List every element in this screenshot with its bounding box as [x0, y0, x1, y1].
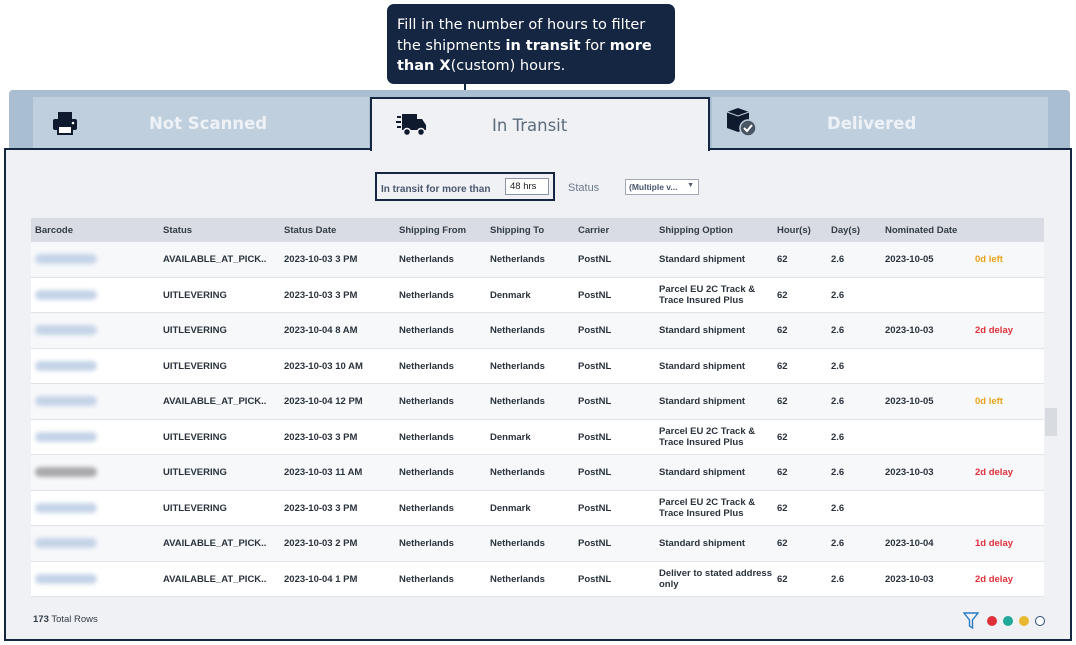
tab-label: In Transit: [492, 116, 568, 135]
cell-option: Deliver to stated address only: [659, 567, 772, 590]
cell-note: 0d left: [975, 254, 1003, 265]
cell-date: 2023-10-03 3 PM: [284, 431, 358, 443]
cell-note: 2d delay: [975, 573, 1014, 585]
cell-to: Denmark: [490, 431, 531, 443]
cell-days: 2.6: [831, 573, 845, 585]
cell-to: Denmark: [490, 289, 531, 301]
cell-days: 2.6: [831, 502, 845, 514]
cell-note: 0d left: [975, 396, 1003, 407]
cell-hours: 62: [777, 467, 788, 478]
table-row[interactable]: [31, 384, 1044, 420]
cell-note: 2d delay: [975, 325, 1014, 336]
cell-to: Netherlands: [490, 396, 545, 407]
barcode-redacted: [35, 574, 97, 584]
cell-days: 2.6: [831, 289, 845, 301]
cell-note: 1d delay: [975, 538, 1014, 549]
cell-from: Netherlands: [399, 467, 454, 478]
cell-option: Standard shipment: [659, 538, 746, 549]
cell-status: UITLEVERING: [163, 431, 227, 443]
cell-hours: 62: [777, 573, 788, 585]
cell-from: Netherlands: [399, 289, 454, 301]
cell-days: 2.6: [831, 360, 845, 372]
cell-from: Netherlands: [399, 502, 454, 514]
cell-days: 2.6: [831, 254, 845, 265]
tooltip-bold-text: in transit: [505, 37, 581, 54]
cell-hours: 62: [777, 289, 788, 301]
legend-dot-yellow[interactable]: [1019, 616, 1029, 626]
cell-carrier: PostNL: [578, 538, 612, 549]
cell-date: 2023-10-03 3 PM: [284, 289, 358, 301]
tab-not-scanned[interactable]: [33, 97, 369, 149]
cell-nominated: 2023-10-03: [885, 467, 934, 478]
cell-nominated: 2023-10-05: [885, 254, 934, 265]
table-row[interactable]: [31, 526, 1044, 562]
barcode-redacted: [35, 396, 97, 406]
cell-nominated: 2023-10-05: [885, 396, 934, 407]
cell-to: Netherlands: [490, 360, 545, 372]
cell-carrier: PostNL: [578, 325, 612, 336]
cell-hours: 62: [777, 396, 788, 407]
help-tooltip: [387, 4, 675, 84]
cell-from: Netherlands: [399, 538, 454, 549]
cell-hours: 62: [777, 360, 788, 372]
cell-to: Netherlands: [490, 467, 545, 478]
cell-option: Standard shipment: [659, 254, 746, 265]
cell-carrier: PostNL: [578, 254, 612, 265]
cell-date: 2023-10-04 1 PM: [284, 573, 358, 585]
cell-option: Standard shipment: [659, 396, 746, 407]
total-rows-label: Total Rows: [51, 614, 98, 625]
column-header[interactable]: Barcode: [35, 225, 74, 236]
table-row[interactable]: [31, 313, 1044, 349]
tab-in-transit[interactable]: [370, 97, 710, 151]
cell-date: 2023-10-03 10 AM: [284, 360, 363, 372]
cell-status: UITLEVERING: [163, 360, 227, 372]
table-body: [31, 242, 1044, 597]
cell-status: AVAILABLE_AT_PICK..: [163, 538, 267, 549]
cell-carrier: PostNL: [578, 467, 612, 478]
cell-days: 2.6: [831, 431, 845, 443]
cell-carrier: PostNL: [578, 396, 612, 407]
cell-hours: 62: [777, 254, 788, 265]
cell-to: Netherlands: [490, 254, 545, 265]
table-header: [31, 218, 1044, 242]
cell-carrier: PostNL: [578, 289, 612, 301]
cell-nominated: 2023-10-04: [885, 538, 934, 549]
chevron-down-icon: ▼: [687, 182, 694, 189]
cell-days: 2.6: [831, 538, 845, 549]
cell-date: 2023-10-04 12 PM: [284, 396, 363, 407]
cell-to: Netherlands: [490, 573, 545, 585]
cell-days: 2.6: [831, 325, 845, 336]
total-rows-count: 173: [33, 614, 49, 625]
table-row[interactable]: [31, 455, 1044, 491]
cell-days: 2.6: [831, 467, 845, 478]
table-row[interactable]: [31, 278, 1044, 314]
cell-carrier: PostNL: [578, 573, 612, 585]
cell-hours: 62: [777, 502, 788, 514]
cell-status: UITLEVERING: [163, 467, 227, 478]
legend-dot-empty[interactable]: [1035, 616, 1045, 626]
barcode-redacted: [35, 467, 97, 477]
cell-to: Denmark: [490, 502, 531, 514]
status-filter-value: (Multiple v...: [629, 182, 678, 192]
status-filter-label: Status: [568, 182, 600, 194]
barcode-redacted: [35, 538, 97, 548]
cell-days: 2.6: [831, 396, 845, 407]
column-header[interactable]: Shipping To: [490, 225, 545, 236]
barcode-redacted: [35, 254, 97, 264]
cell-carrier: PostNL: [578, 431, 612, 443]
cell-status: UITLEVERING: [163, 289, 227, 301]
cell-option: Parcel EU 2C Track & Trace Insured Plus: [659, 425, 756, 448]
tooltip-bold-text: more than X: [397, 37, 652, 74]
cell-status: UITLEVERING: [163, 502, 227, 514]
cell-from: Netherlands: [399, 431, 454, 443]
cell-carrier: PostNL: [578, 360, 612, 372]
table-row[interactable]: [31, 420, 1044, 456]
cell-hours: 62: [777, 431, 788, 443]
column-header[interactable]: Status: [163, 225, 193, 236]
tooltip-text: Fill in the number of hours to filter the shipments: [397, 17, 646, 54]
table-row[interactable]: [31, 562, 1044, 598]
barcode-redacted: [35, 325, 97, 335]
cell-status: AVAILABLE_AT_PICK..: [163, 573, 267, 585]
tab-label: Delivered: [827, 114, 917, 133]
printer-icon: [51, 109, 79, 142]
cell-nominated: 2023-10-03: [885, 573, 934, 585]
cell-from: Netherlands: [399, 254, 454, 265]
cell-date: 2023-10-03 11 AM: [284, 467, 363, 478]
column-header[interactable]: Shipping From: [399, 225, 467, 236]
cell-to: Netherlands: [490, 538, 545, 549]
cell-option: Standard shipment: [659, 467, 746, 478]
column-header[interactable]: Hour(s): [777, 225, 811, 236]
tab-label: Not Scanned: [149, 114, 268, 133]
cell-status: AVAILABLE_AT_PICK..: [163, 396, 267, 407]
cell-option: Standard shipment: [659, 360, 746, 372]
cell-date: 2023-10-03 2 PM: [284, 538, 358, 549]
cell-from: Netherlands: [399, 325, 454, 336]
transit-hours-input[interactable]: 48 hrs: [505, 178, 549, 195]
cell-to: Netherlands: [490, 325, 545, 336]
package-check-icon: [724, 106, 760, 143]
transit-hours-label: In transit for more than: [381, 184, 491, 195]
cell-carrier: PostNL: [578, 502, 612, 514]
cell-note: 2d delay: [975, 467, 1014, 478]
cell-option: Parcel EU 2C Track & Trace Insured Plus: [659, 496, 756, 519]
column-header[interactable]: Carrier: [578, 225, 610, 236]
legend-dot-red[interactable]: [987, 616, 997, 626]
barcode-redacted: [35, 361, 97, 371]
filter-icon[interactable]: [963, 612, 979, 635]
status-filter-dropdown[interactable]: [625, 179, 699, 195]
table-row[interactable]: [31, 242, 1044, 278]
legend-dot-teal[interactable]: [1003, 616, 1013, 626]
cell-date: 2023-10-03 3 PM: [284, 502, 358, 514]
column-header[interactable]: Status Date: [284, 225, 337, 236]
cell-date: 2023-10-04 8 AM: [284, 325, 358, 336]
total-rows: [33, 614, 98, 625]
column-header[interactable]: Shipping Option: [659, 225, 733, 236]
barcode-redacted: [35, 503, 97, 513]
cell-nominated: 2023-10-03: [885, 325, 934, 336]
cell-option: Standard shipment: [659, 325, 746, 336]
barcode-redacted: [35, 432, 97, 442]
cell-option: Parcel EU 2C Track & Trace Insured Plus: [659, 283, 756, 306]
table-row[interactable]: [31, 349, 1044, 385]
column-header[interactable]: Day(s): [831, 225, 861, 236]
tooltip-text: for: [580, 37, 610, 54]
cell-hours: 62: [777, 325, 788, 336]
cell-status: UITLEVERING: [163, 325, 227, 336]
tooltip-text: (custom) hours.: [450, 58, 566, 74]
column-header[interactable]: Nominated Date: [885, 225, 958, 236]
barcode-redacted: [35, 290, 97, 300]
cell-from: Netherlands: [399, 360, 454, 372]
cell-date: 2023-10-03 3 PM: [284, 254, 358, 265]
truck-icon: [396, 111, 428, 144]
cell-hours: 62: [777, 538, 788, 549]
tab-delivered[interactable]: [712, 97, 1048, 149]
cell-from: Netherlands: [399, 396, 454, 407]
table-scrollbar-thumb[interactable]: [1045, 408, 1057, 436]
table-row[interactable]: [31, 491, 1044, 527]
cell-from: Netherlands: [399, 573, 454, 585]
cell-status: AVAILABLE_AT_PICK..: [163, 254, 267, 265]
